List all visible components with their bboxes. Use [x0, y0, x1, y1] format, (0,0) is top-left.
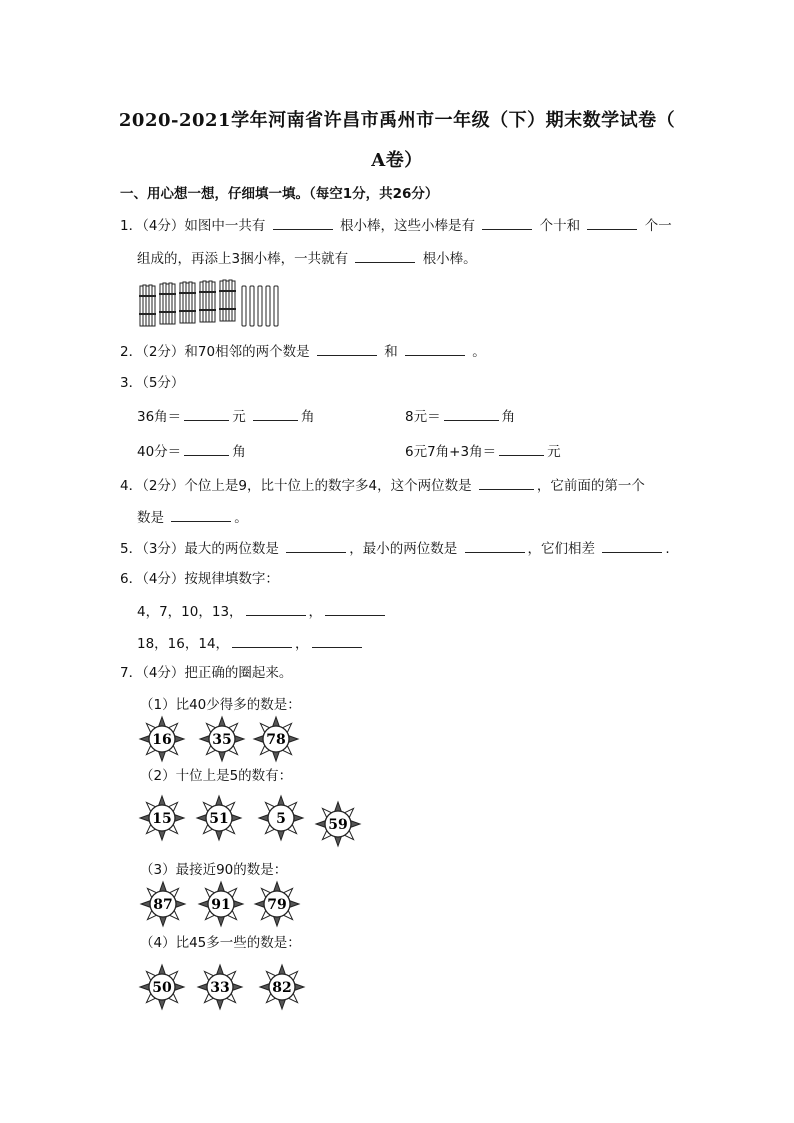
- sun-number: 87: [153, 897, 173, 913]
- q5-text-b: ，最小的两位数是: [349, 541, 458, 557]
- sun-number-badge[interactable]: [314, 800, 362, 848]
- question-4-line1: [120, 476, 645, 495]
- q3-r1-text-b: 元: [232, 409, 246, 425]
- q3-blank-2[interactable]: [253, 407, 298, 421]
- q5-text-d: .: [665, 541, 670, 557]
- question-1-line1: [120, 216, 672, 235]
- sun-number-badge[interactable]: [196, 963, 244, 1011]
- sun-number-badge[interactable]: [198, 715, 246, 763]
- q4-text-c: 数是: [137, 510, 164, 526]
- q3-r2-text-b: 角: [232, 444, 246, 460]
- question-7-part2: （2）十位上是5的数有：: [140, 768, 293, 784]
- sun-number: 59: [328, 817, 348, 833]
- q3-r1-text-e: 角: [501, 409, 516, 425]
- sun-number: 78: [266, 732, 286, 748]
- q5-text-a: 5．（3分）最大的两位数是: [120, 541, 279, 557]
- q4-text-a: 4．（2分）个位上是9，比十位上的数字多4，这个两位数是: [120, 478, 472, 494]
- q1-blank-2[interactable]: [482, 216, 532, 230]
- q2-text-b: 和: [384, 344, 398, 360]
- question-3-row2-left: [137, 442, 246, 461]
- q5-text-c: ，它们相差: [527, 541, 596, 557]
- sun-number-badge[interactable]: [258, 963, 306, 1011]
- q3-r1-text-a: 36角＝: [137, 409, 182, 425]
- sun-number: 51: [209, 811, 229, 827]
- q1-blank-3[interactable]: [587, 216, 637, 230]
- q6-seq-2: 18，16，14，: [137, 636, 230, 652]
- sun-number: 50: [152, 980, 172, 996]
- sun-number: 15: [152, 811, 172, 827]
- stick-bundle: [139, 285, 156, 326]
- q3-blank-1[interactable]: [184, 407, 229, 421]
- sun-number-badge[interactable]: [138, 963, 186, 1011]
- question-3-row2-right: [405, 442, 561, 461]
- question-7-part1: （1）比40少得多的数是：: [140, 697, 301, 713]
- q1-blank-1[interactable]: [273, 216, 333, 230]
- question-6-head: 6．（4分）按规律填数字：: [120, 571, 279, 587]
- q3-r2-text-c: 6元7角+3角＝: [405, 444, 497, 460]
- q6-blank-4[interactable]: [312, 634, 362, 648]
- single-stick: [250, 286, 254, 326]
- q2-blank-2[interactable]: [405, 342, 465, 356]
- question-4-line2: [137, 508, 248, 527]
- q2-text-a: 2．（2分）和70相邻的两个数是: [120, 344, 310, 360]
- q1-text-f: 根小棒。: [422, 251, 477, 267]
- sun-number: 5: [276, 811, 286, 827]
- q3-r1-text-c: 角: [300, 409, 315, 425]
- q5-blank-3[interactable]: [602, 539, 662, 553]
- q1-text-c: 个十和: [539, 218, 581, 234]
- sun-number: 91: [211, 897, 231, 913]
- q2-blank-1[interactable]: [317, 342, 377, 356]
- q3-blank-4[interactable]: [184, 442, 229, 456]
- sun-number-badge[interactable]: [257, 794, 305, 842]
- question-5: [120, 539, 670, 558]
- q3-r2-text-a: 40分＝: [137, 444, 182, 460]
- sun-number-badge[interactable]: [253, 880, 301, 928]
- question-6-row2: [137, 634, 365, 653]
- q2-text-c: 。: [472, 344, 486, 360]
- sun-number: 35: [212, 732, 232, 748]
- q1-blank-4[interactable]: [355, 249, 415, 263]
- single-stick: [258, 286, 262, 326]
- question-7-head: 7．（4分）把正确的圈起来。: [120, 665, 293, 681]
- question-2: [120, 342, 486, 361]
- question-3-head: 3．（5分）: [120, 375, 185, 391]
- sun-number: 33: [210, 980, 230, 996]
- question-7-part4: （4）比45多一些的数是：: [140, 935, 301, 951]
- q1-text-e: 组成的，再添上3捆小棒，一共就有: [137, 251, 349, 267]
- q4-blank-2[interactable]: [171, 508, 231, 522]
- stick-bundle: [179, 282, 196, 323]
- question-6-row1: [137, 602, 388, 621]
- single-stick: [266, 286, 270, 326]
- sun-number-badge[interactable]: [197, 880, 245, 928]
- q4-text-b: ，它前面的第一个: [536, 478, 645, 494]
- q6-sep-2: ，: [295, 636, 309, 652]
- q5-blank-1[interactable]: [286, 539, 346, 553]
- q1-text-b: 根小棒，这些小棒是有: [340, 218, 476, 234]
- question-1-line2: [137, 249, 477, 268]
- question-7-part3: （3）最接近90的数是：: [140, 862, 288, 878]
- q6-blank-3[interactable]: [232, 634, 292, 648]
- q6-blank-2[interactable]: [325, 602, 385, 616]
- stick-bundles-illustration: [138, 278, 283, 330]
- question-3-row1-right: [405, 407, 515, 426]
- q6-seq-1: 4，7，10，13，: [137, 604, 243, 620]
- q6-sep-1: ，: [308, 604, 323, 620]
- q1-text-d: 个一: [644, 218, 672, 234]
- q3-blank-3[interactable]: [444, 407, 499, 421]
- sun-number-badge[interactable]: [252, 715, 300, 763]
- q6-blank-1[interactable]: [246, 602, 306, 616]
- stick-bundle: [219, 280, 236, 321]
- question-3-row1-left: [137, 407, 314, 426]
- q3-r2-text-d: 元: [547, 444, 561, 460]
- sun-number-badge[interactable]: [195, 794, 243, 842]
- stick-bundle: [159, 283, 176, 324]
- q4-blank-1[interactable]: [479, 476, 534, 490]
- sun-number: 16: [152, 732, 172, 748]
- sun-number-badge[interactable]: [139, 880, 187, 928]
- q3-r1-text-d: 8元＝: [405, 409, 441, 425]
- single-stick: [274, 286, 278, 326]
- q5-blank-2[interactable]: [465, 539, 525, 553]
- stick-bundle: [199, 281, 216, 322]
- sun-number-badge[interactable]: [138, 715, 186, 763]
- exam-title-cont: A卷）: [371, 150, 423, 171]
- q1-text-a: 1．（4分）如图中一共有: [120, 218, 266, 234]
- section-heading: 一、用心想一想，仔细填一填。（每空1分，共26分）: [120, 186, 439, 202]
- single-stick: [242, 286, 246, 326]
- sun-number: 79: [267, 897, 287, 913]
- q3-blank-5[interactable]: [499, 442, 544, 456]
- sun-number: 82: [272, 980, 292, 996]
- sun-number-badge[interactable]: [138, 794, 186, 842]
- exam-title: 2020-2021学年河南省许昌市禹州市一年级（下）期末数学试卷（: [118, 110, 676, 131]
- q4-text-d: 。: [234, 510, 248, 526]
